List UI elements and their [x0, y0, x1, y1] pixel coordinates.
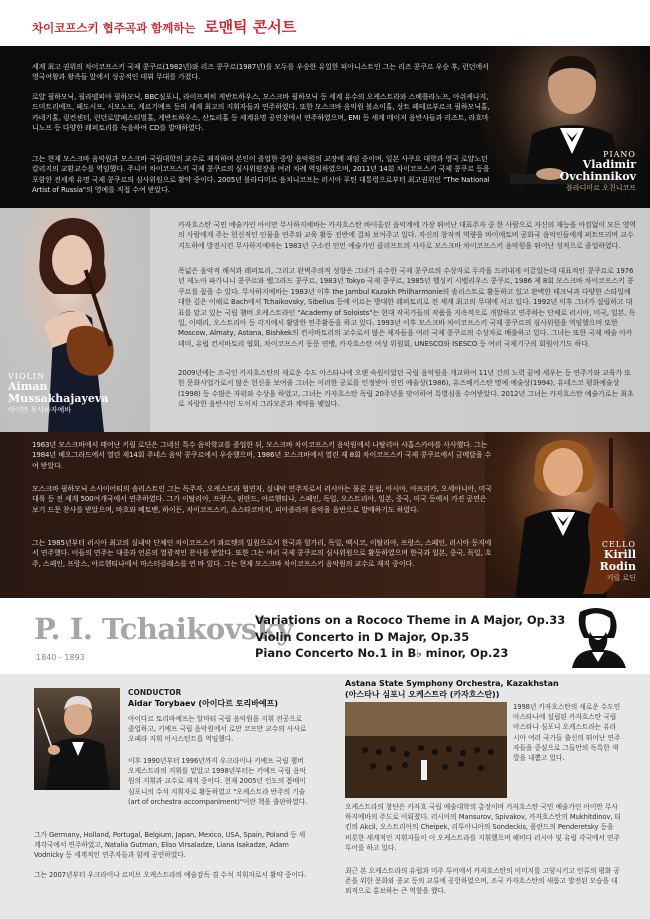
cellist-role: CELLO [601, 540, 636, 549]
program-work-3: Piano Concerto No.1 in B♭ minor, Op.23 [255, 646, 509, 660]
pianist-bio-3: 그는 현재 모스크바 음악원과 모스크바 국립대학의 교수로 재직하며 본인이 졸업한 중앙 음악원의 교장에 재임 중이며, 일본 사쿠요 대학과 영국 로얄노던칼리지의 교환교수를 역임했다. 주니어 차이코프스키 국제 콩쿠르의 심사위원장을 여러 차례 역임하였으며, 2011년 14회 차이코프스키 국제 콩쿠르 등을 포함한 전세계 유명 국제 콩쿠르의 심사위원으로 활약 중이다. 2005년 블라디미르 음치니코프는 러시아 푸틴 대통령으로부터 최고권위인 "The National Artist of Russia"의 영예를 직접 수여 받았다. [32, 155, 490, 195]
composer-portrait-icon [566, 602, 632, 668]
violinist-name-last: Mussakhajayeva [8, 392, 109, 405]
program-list [255, 612, 565, 662]
conductor-bio-3: 그가 Germany, Holland, Portugal, Belgium, Japan, Mexico, USA, Spain, Poland 등 세계각국에서 연주하였고, Natalia Gutman, Eliso Virsaladze, Liana Isakadze, Adam Vodnicky 등 세계적인 연주자들과 함께 공연하였다. [34, 831, 306, 860]
violinist-role: VIOLIN [8, 372, 45, 381]
pianist-section [0, 46, 650, 208]
pianist-name-first: Vladimir [582, 158, 636, 171]
pianist-role: PIANO [603, 150, 636, 159]
cellist-name-last: Rodin [599, 560, 636, 573]
conductor-name: Aidar Torybaev (아이다르 토리바예프) [128, 699, 279, 708]
page-header [0, 0, 650, 46]
violinist-bio-1: 카자흐스탄 국민 예술가인 아이만 무사하지예바는 카자흐스탄 바이올린 음악계에 가장 뛰어난 대표주자 중 한 사람으로 자신의 재능을 아낌없이 모든 영역의 사람에게 주는 헌신적인 인물을 연주와 교육 활동 전반에 걸쳐 보여주고 있다. 자신의 창작적 역량을 바이에토버 공화국 음악인들에게 퍼트뜨리며 교수 지도하에 발전시킨 무사하지예바는 1983년 구소련 인민 예술가인 클리프트의 사사로 모스크바 차이코프스키 음악원을 뛰어난 성적으로 졸업하였다. [178, 221, 636, 250]
violinist-bio-3: 2009년에는 조국인 카자흐스탄의 새로운 수도 아스타나에 오랜 숙원이었던 국립 음악원을 개교하여 11년 간의 노력 끝에 세우는 등 연주가와 교육가 또한 문화사업가로서 많은 헌신을 보여줄 그녀는 이러한 공로를 인정받아 인민 예술상(1986), 유즈베키스탄 명예 예술상(1994), 유네스코 평화예술상(1998) 등 수많은 자위와 수상을 하였고, 그녀는 카자흐스탄 독립 20주년을 맞이하여 특별심을 수여받았다. 2012년 그녀는 카자흐스탄 예술가로는 최초로 자랑한 음반사인 도이치 그라모폰과 계약을 맺었다. [178, 369, 634, 409]
orchestra-bio-2: 오케스트라의 창단은 카자흐 국립 예술대학의 총장이며 카자흐스탄 국민 예술가인 아이만 무사하지예바의 주도로 이뤄졌다. 러시아의 Mansurov, Spivakov, 카자흐스탄의 Mukhitdinov, 티킨의 Akcil, 오스트리아의 Cheipek, 리투아니아의 Sondeckis, 폴란드의 Penderetsky 등을 비롯한 세계적인 지휘자들이 이 오케스트라를 지휘했으며 헤비다 러시아 및 유럽 각국에서 연주투어를 하고 있다. [345, 803, 621, 852]
conductor-bio-4: 그는 2007년부터 우크라이나 르비브 오케스트라의 예술감독 겸 수석 지휘자로서 활약 중이다. [34, 871, 307, 879]
violinist-name-korean: 아이만 무사하자예바 [8, 406, 72, 414]
program-work-1: Variations on a Rococo Theme in A Major, Op.33 [255, 613, 566, 627]
cellist-bio-2: 모스크바 필하모닉 소사이어티의 솔리스트인 그는 독주자, 오케스트라 협연자, 실내악 연주자로서 러시아는 물론 유럽, 아시아, 아프리카, 오세아니아, 미국 대륙 등 전 세계 500여개국에서 연주하였다. 그가 이탈리아, 프랑스, 핀란드, 아르헨티나, 스페인, 독일, 오스트리아, 일본, 중국, 미국 등에서 가진 공연은 보기 드문 찬사를 받았으며, 바흐와 베토벤, 하이든, 차이코프스키, 쇼스타코비치, 피아졸라의 음악을 음반으로 발매하기도 하였다. [32, 485, 492, 514]
conductor-silhouette [34, 688, 120, 790]
orchestra-title-kor: (아스타나 심포니 오케스트라 (카자흐스탄)) [345, 690, 500, 699]
program-section [0, 598, 650, 674]
conductor-bio-2: 이후 1990년부터 1996년까지 우크라이나 키예프 국립 챔버 오케스트라의 지휘를 맡았고 1998년부터는 키예프 국립 음악원의 지휘과 교수로 재직 중이다. 현재 2005년 인도의 봄베이 심포니의 수석 지휘자로 활동하였고 "오케스트라 반주의 기술(art of orchestra accompaniment)"이란 책을 출판하였다. [128, 757, 308, 806]
program-work-2: Violin Concerto in D Major, Op.35 [255, 629, 470, 644]
cellist-name-korean: 키릴 로딘 [606, 574, 636, 582]
violinist-label [8, 372, 108, 415]
pianist-label [560, 150, 636, 193]
conductor-role: CONDUCTOR [128, 688, 182, 697]
composer-name: P. I. Tchaikovsky [34, 612, 293, 646]
pianist-bio-1: 세계 최고 권위의 차이코프스키 국제 콩쿠르(1982년)와 리즈 콩쿠르(1987년)를 모두를 우승한 유일한 피아니스트인 그는 리즈 콩쿠르 우승 후, 런던에서 영국여왕과 왕족들 앞에서 성공적인 데뷔 무대를 가졌다. [32, 63, 489, 82]
cellist-bio-3: 그는 1985년부터 러시아 최고의 실내악 단체인 차이코프스키 콰르텟의 일원으로서 한국과 헝가리, 독일, 멕시코, 이탈리아, 프랑스, 스페인, 러시아 등지에서 연주했다. 이들의 연주는 대중과 언론의 열광적인 찬사를 받았다. 또한 그는 여러 국제 콩쿠르의 심사위원으로 활동하였으며 한국과 일본, 중국, 독일, 호주, 스페인, 프랑스, 아르헨티나에서 마스터클래스를 연 바 있다. 그는 현재 모스크바 차이코프스키 음악원의 교수로 재직 중이다. [32, 539, 492, 568]
performers-section [0, 674, 650, 919]
composer-dates: 1840 - 1893 [36, 653, 85, 662]
orchestra-title [345, 678, 559, 700]
conductor-photo [34, 688, 120, 790]
orchestra-bio-3: 최근 본 오케스트라의 유럽과 미주 투어에서 카자흐스탄의 이미지를 고양시키고 인류의 평화 공존을 위한 문화와 종교 등의 교류에 공헌하였으며, 조국 카자흐스탄의 새롭고 발전된 모습을 대외적으로 홍보하는 큰 역할을 했다. [345, 867, 620, 896]
cellist-label [600, 540, 636, 583]
violinist-section [0, 208, 650, 432]
violinist-bio-2: 폭넓은 음악적 해석과 레퍼토리, 그리고 완벽주의적 성향은 그녀가 유수한 국제 콩쿠르의 수상자로 두각을 드러내게 이끌었는데 대표적인 콩쿠르로 1976년 제노아 파가니니 콩쿠르와 벨그라드 콩쿠르, 1983년 Tokyo 국제 콩쿠르, 1985년 헬싱키 시벨리우스 콩쿠르, 1986 제 8회 모스크바 차이코프스키 콩쿠르를 꼽을 수 있다. 무사하지예바는 1983년 이후 the Jambul Kazakh Philharmonie의 솔리스트로 활동하고 있고 완벽한 테크닉과 다양한 스타일에 대한 깊은 이해로 Bach에서 Tchaikovsky, Sibelius 등에 이르는 방대한 레퍼토리로 전 세계 최고의 무대에 서고 있다. 1992년 이후 그녀가 설립하고 대표를 맡고 있는 국립 챔버 오케스트라인 "Academy of Soloists"는 현대 작곡가들의 작품을 지속적으로 개발하고 연주하는 단체로 러시아, 미국, 일본, 독일, 이태리, 오스트리아 등 각지에서 활발한 연주활동을 하고 있다. 1993년 이후 모스크바 차이코프스키 국제 콩쿠르의 심사위원을 역임했으며 또한 Moscow, Almaty, Astana, Bishkek의 컨서바토리의 교수로서 많은 제자들을 여러 국제 콩쿠르의 수상자로 배출하고 있다. 그녀는 또한 국제 예술 아카데미, 유럽 컨서바토리 협회, 차이코프스키 동문 연맹, 카자흐스탄 여성 위원회, UNESCO와 ISESCO 등 여러 국제기구의 회원이기도 하다. [178, 267, 636, 348]
pianist-bio-2: 로얄 필하모닉, 필라델피아 필하모닉, BBC심포니, 라이프찌히 게반트하우스, 모스크바 필하모닉 등 세계 유수의 오케스트라와 스베틀라노프, 아쉬케나지, 드미트리에프, 페도시프, 시모노프, 게르기예프 등의 세계 최고의 지휘자들과 연주하였다. 또한 모스크바 음악원 볼쇼이홀, 상트 페테르부르크 필하모닉홀, 카네기홀, 링컨센터, 런던로얄페스티벌홀, 게반트하우스, 산토리홀 등 세계유명 공연장에서 연주하였으며, EMI 등 세계 메이저 음반사들과 리즈트, 라흐마니노프 등 다양한 레퍼토리를 녹음하여 CD를 발매하였다. [32, 93, 490, 133]
pianist-name-korean: 블라디미르 오친니코프 [566, 184, 636, 192]
orchestra-title-en: Astana State Symphony Orchestra, Kazakhstan [345, 679, 559, 688]
orchestra-bio-1: 1998년 카자흐스탄의 새로운 수도인 아스타나에 설립된 카자흐스탄 국립 아스타나 심포니 오케스트라는 유라시아 여러 국가들 출신의 뛰어난 연주자들을 중심으로 그들만의 독특한 색깔을 내뿜고 있다. [513, 703, 621, 763]
orchestra-photo [345, 702, 507, 798]
cellist-bio-1: 1963년 모스크바에서 태어난 키릴 로딘은 그네신 특수 음악학교를 졸업한 뒤, 모스크바 차이코프스키 음악원에서 나탈리아 샤홉스카야를 사사했다. 그는 1984년 베오그라드에서 열린 제14회 주네스 음악 콩쿠르에서 우승했으며, 1986년 모스크바에서 열린 제 8회 차이코프스키 국제 콩쿠르에서 금메달을 수여 받았다. [32, 441, 492, 470]
violinist-name-first: Aiman [8, 380, 48, 393]
orchestra-stage-graphic [345, 702, 507, 798]
cellist-section [0, 432, 650, 598]
concert-title-main: 로맨틱 콘서트 [204, 18, 297, 36]
pianist-name-last: Ovchinnikov [559, 170, 636, 183]
cellist-name-first: Kirill [603, 548, 636, 561]
concert-title [32, 16, 296, 37]
concert-title-prefix: 차이코프스키 협주곡과 함께하는 [32, 21, 196, 35]
conductor-bio-1: 아이다르 토리바예프는 알마티 국립 음악원을 지휘 전공으로 졸업하고, 키예프 국립 음악원에서 로만 코프만 교수의 사사로 오페라 지휘 어시스턴트를 역임했다. [128, 715, 307, 744]
